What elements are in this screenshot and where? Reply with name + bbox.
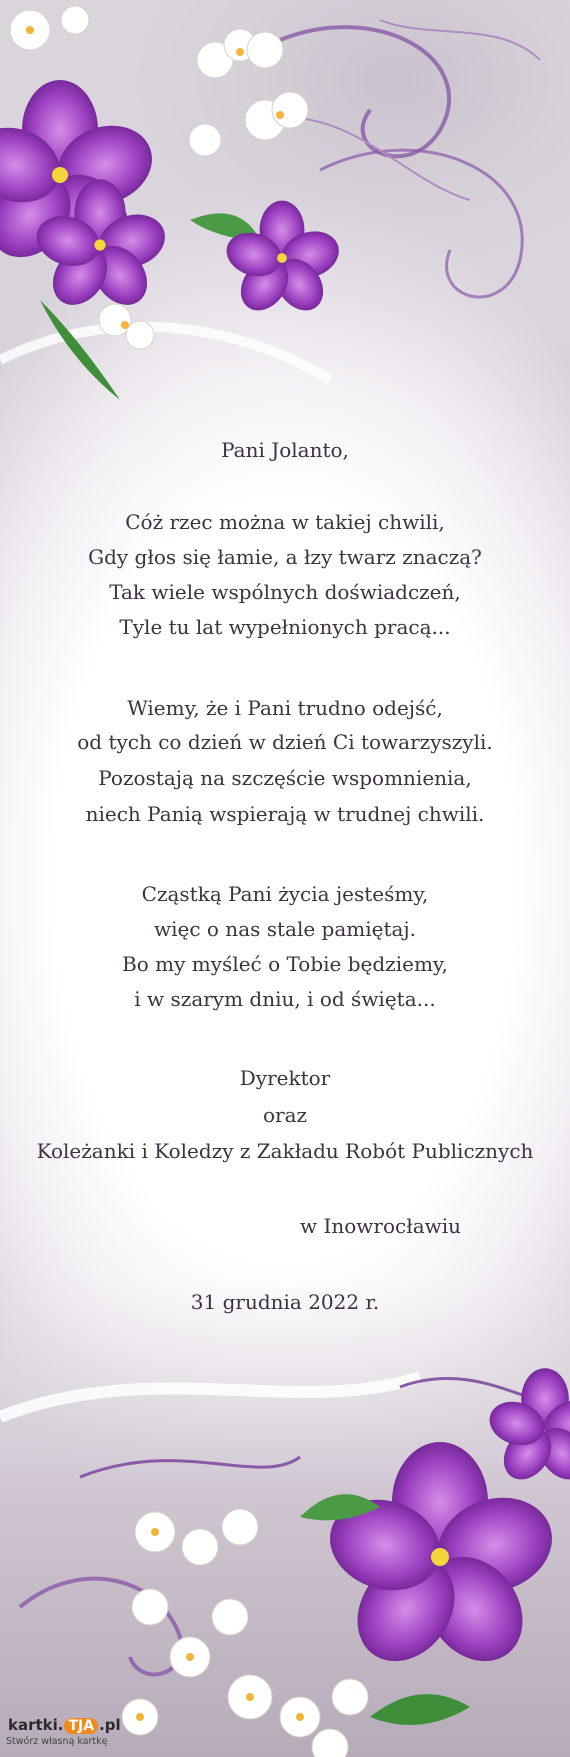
greeting: Pani Jolanto, [221, 438, 349, 462]
signature-place: w Inowrocławiu [300, 1214, 462, 1238]
poem-line: od tych co dzień w dzień Ci towarzyszyli. [77, 730, 493, 754]
poem-line: Pozostają na szczęście wspomnienia, [98, 766, 472, 790]
logo-tagline: Stwórz własną kartkę [6, 1736, 108, 1747]
signature-colleagues: Koleżanki i Koledzy z Zakładu Robót Publicznych [36, 1139, 534, 1163]
poem-line: Tyle tu lat wypełnionych pracą... [119, 615, 451, 639]
logo-name-part2: .pl [99, 1716, 121, 1734]
logo-badge: TJA [64, 1718, 98, 1734]
poem-line: i w szarym dniu, i od święta... [134, 987, 436, 1011]
bottom-floral-decoration [0, 1277, 570, 1757]
poem-line: Cząstką Pani życia jesteśmy, [141, 882, 429, 906]
poem-line: Tak wiele wspólnych doświadczeń, [109, 580, 461, 604]
poem-line: więc o nas stale pamiętaj. [154, 917, 416, 941]
top-floral-decoration [0, 0, 570, 400]
signature-conjunction: oraz [262, 1103, 308, 1127]
poem-line: Gdy głos się łamie, a łzy twarz znaczą? [88, 545, 482, 569]
poem-line: Bo my myśleć o Tobie będziemy, [122, 952, 448, 976]
logo-name-part1: kartki. [8, 1716, 64, 1734]
signature-title: Dyrektor [239, 1066, 331, 1090]
poem-line: Cóż rzec można w takiej chwili, [125, 510, 445, 534]
kartki-logo[interactable] [6, 1716, 156, 1754]
signature-date: 31 grudnia 2022 r. [190, 1290, 380, 1314]
logo-wordmark [8, 1716, 121, 1734]
poem-line: niech Panią wspierają w trudnej chwili. [85, 802, 485, 826]
poem-line: Wiemy, że i Pani trudno odejść, [127, 696, 443, 720]
